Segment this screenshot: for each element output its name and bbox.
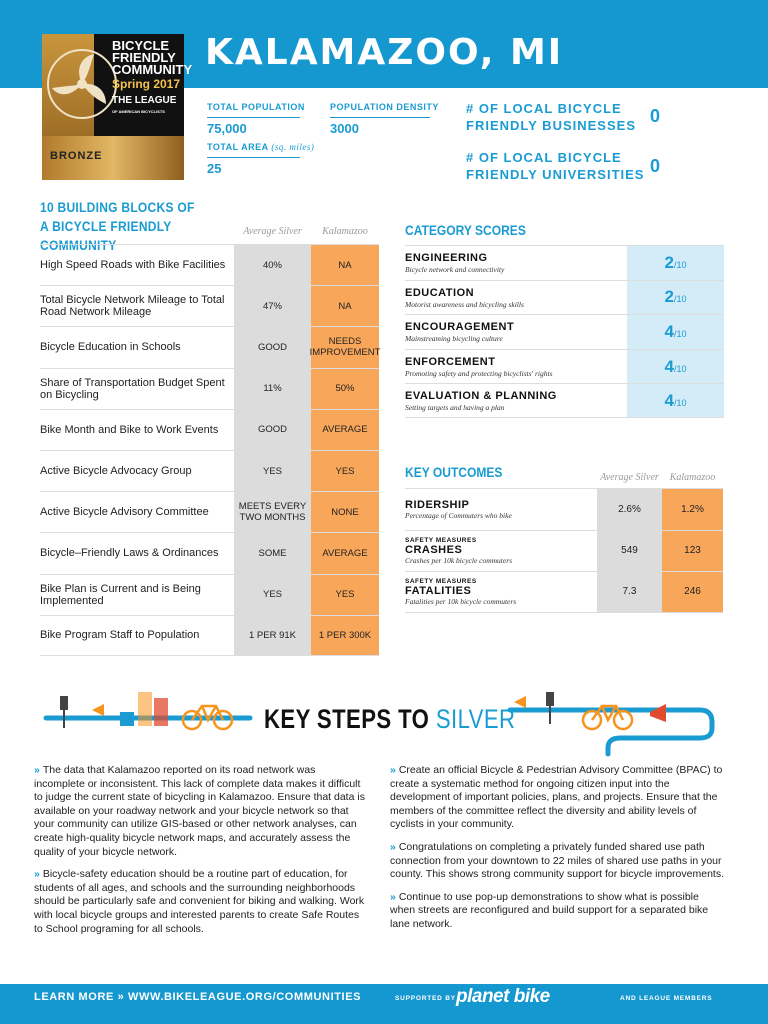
chevron-icon: » bbox=[390, 840, 396, 853]
footer-bar bbox=[0, 984, 768, 1024]
table-row bbox=[40, 615, 379, 656]
businesses-label: # OF LOCAL BICYCLE FRIENDLY BUSINESSES bbox=[466, 101, 636, 133]
page-title: KALAMAZOO, MI bbox=[205, 32, 564, 73]
table-row bbox=[405, 280, 724, 315]
category-description: Bicycle network and connectivity bbox=[405, 265, 505, 274]
row-label: Total Bicycle Network Mileage to Total Road Network Mileage bbox=[40, 294, 225, 319]
key-step-paragraph bbox=[390, 841, 725, 882]
kalamazoo-value: NA bbox=[311, 286, 379, 326]
row-label: Bicycle–Friendly Laws & Ordinances bbox=[40, 547, 219, 560]
category-text bbox=[405, 281, 627, 315]
key-steps-right-column bbox=[390, 764, 725, 941]
category-name: EDUCATION bbox=[405, 286, 475, 299]
key-outcomes-title: KEY OUTCOMES bbox=[405, 464, 503, 480]
arrow-sign-icon bbox=[92, 704, 104, 716]
density-value: 3000 bbox=[330, 121, 359, 136]
universities-label: # OF LOCAL BICYCLE FRIENDLY UNIVERSITIES bbox=[466, 150, 645, 182]
score-max: /10 bbox=[673, 328, 687, 339]
average-silver-value: 7.3 bbox=[597, 572, 662, 612]
score-value: 4 bbox=[664, 356, 674, 376]
divider bbox=[207, 117, 300, 118]
score-max: /10 bbox=[673, 294, 687, 305]
category-description: Setting targets and having a plan bbox=[405, 403, 505, 413]
badge-level: BRONZE bbox=[50, 150, 103, 162]
chevron-icon: » bbox=[34, 764, 40, 776]
badge-text: BICYCLE FRIENDLY COMMUNITY Spring 2017 THE LEAGUE OF AMERICAN BICYCLISTS bbox=[112, 38, 193, 114]
score-value: 4 bbox=[664, 321, 674, 341]
outcome-description: Percentage of Commuters who bike bbox=[405, 510, 512, 520]
key-step-text: Congratulations on completing a privately funded shared use path connection from your downtown to 22 miles of shared use paths in your county. This shows strong community support for bicycle improvements. bbox=[390, 840, 724, 881]
table-row bbox=[40, 574, 379, 615]
row-label: Share of Transportation Budget Spent on Bicycling bbox=[40, 376, 225, 401]
key-step-text: Continue to use pop-up demonstrations to show what is possible when streets are reconfigured and build support for a separated bike lane network. bbox=[390, 890, 709, 930]
bicycle-wheel-icon bbox=[44, 46, 120, 122]
outcome-category: SAFETY MEASURES bbox=[405, 577, 477, 585]
average-silver-value: 2.6% bbox=[597, 489, 662, 530]
column-header-average: Average Silver bbox=[600, 472, 659, 483]
row-label: Active Bicycle Advisory Committee bbox=[40, 506, 209, 519]
category-scores-title: CATEGORY SCORES bbox=[405, 222, 526, 238]
category-score bbox=[627, 315, 724, 349]
universities-value: 0 bbox=[650, 156, 661, 176]
score-max: /10 bbox=[673, 259, 687, 270]
outcome-name: RIDERSHIP bbox=[405, 498, 470, 511]
category-description: Promoting safety and protecting bicyclists' rights bbox=[405, 368, 553, 378]
megaphone-icon bbox=[650, 704, 666, 722]
category-description: Mainstreaming bicycling culture bbox=[405, 334, 503, 344]
table-row bbox=[40, 491, 379, 532]
row-label: Bicycle Education in Schools bbox=[40, 341, 181, 354]
average-silver-value: YES bbox=[234, 575, 311, 615]
area-value: 25 bbox=[207, 161, 222, 176]
category-description: Motorist awareness and bicycling skills bbox=[405, 299, 524, 309]
category-name: ENCOURAGEMENT bbox=[405, 321, 515, 334]
category-score bbox=[627, 246, 724, 280]
category-text bbox=[405, 350, 627, 384]
kalamazoo-value: 50% bbox=[311, 369, 379, 409]
category-name: ENFORCEMENT bbox=[405, 355, 496, 368]
building-icons bbox=[120, 692, 168, 726]
population-value: 75,000 bbox=[207, 121, 247, 136]
kalamazoo-value: AVERAGE bbox=[311, 533, 379, 573]
category-text bbox=[405, 246, 627, 280]
key-step-paragraph bbox=[34, 868, 369, 936]
table-row bbox=[405, 488, 723, 530]
kalamazoo-value: NA bbox=[311, 245, 379, 285]
average-silver-value: 549 bbox=[597, 531, 662, 572]
average-silver-value: 40% bbox=[234, 245, 311, 285]
category-score bbox=[627, 384, 724, 417]
outcome-description: Fatalities per 10k bicycle commuters bbox=[405, 596, 517, 606]
kalamazoo-value: AVERAGE bbox=[311, 410, 379, 450]
table-row bbox=[40, 244, 379, 285]
chevron-icon: » bbox=[34, 868, 40, 881]
kalamazoo-value: NEEDS IMPROVEMENT bbox=[311, 327, 379, 367]
divider bbox=[207, 157, 300, 158]
outcome-name: CRASHES bbox=[405, 543, 463, 556]
table-row bbox=[405, 349, 724, 384]
kalamazoo-value: YES bbox=[311, 575, 379, 615]
column-header-kalamazoo: Kalamazoo bbox=[322, 226, 368, 237]
density-label: POPULATION DENSITY bbox=[330, 102, 439, 112]
key-step-text: Bicycle-safety education should be a routine part of education, for students of all ages, and schools and the surrounding neighborhoods should be particularly safe and convenient for biking and walking. Work with local bicycle groups and interested parents to create Safe Routes to School programing for all schools. bbox=[34, 868, 365, 935]
row-label: Active Bicycle Advocacy Group bbox=[40, 465, 192, 478]
key-step-paragraph bbox=[390, 891, 725, 932]
key-steps-title: KEY STEPS TO SILVER bbox=[264, 704, 516, 734]
category-text bbox=[405, 384, 627, 417]
key-step-text: The data that Kalamazoo reported on its road network was incomplete or inconsistent. This lack of complete data makes it difficult to judge the current state of bicycling in Kalamazoo. Ensure that data is available on your roadway network and your bicycle network so that your community can utilize GIS-based or other network analyses, can create high-quality bicycle network maps, and accurately assess the quality of your bicycle network. bbox=[34, 764, 365, 858]
building-blocks-title: 10 BUILDING BLOCKS OF A BICYCLE FRIENDLY COMMUNITY bbox=[40, 199, 195, 253]
table-row bbox=[405, 383, 724, 418]
table-row bbox=[405, 314, 724, 349]
divider bbox=[330, 117, 430, 118]
table-row bbox=[40, 326, 379, 367]
population-label: TOTAL POPULATION bbox=[207, 102, 305, 112]
category-scores-table bbox=[405, 245, 724, 418]
category-name: EVALUATION & PLANNING bbox=[405, 390, 557, 403]
key-outcomes-table bbox=[405, 488, 723, 613]
chevron-icon: » bbox=[390, 890, 396, 903]
key-steps-left-column bbox=[34, 764, 369, 945]
column-header-kalamazoo: Kalamazoo bbox=[669, 472, 716, 483]
planet-bike-logo: planet bike bbox=[456, 986, 550, 1007]
category-score bbox=[627, 281, 724, 315]
column-header-average: Average Silver bbox=[243, 226, 302, 237]
row-label: Bike Program Staff to Population bbox=[40, 629, 200, 642]
category-name: ENGINEERING bbox=[405, 252, 488, 264]
score-max: /10 bbox=[673, 363, 687, 374]
badge-level-ribbon bbox=[42, 136, 184, 180]
chevron-icon: » bbox=[390, 764, 396, 776]
row-label: High Speed Roads with Bike Facilities bbox=[40, 259, 226, 272]
key-step-paragraph bbox=[390, 764, 725, 832]
average-silver-value: SOME bbox=[234, 533, 311, 573]
learn-more-link[interactable]: LEARN MORE » WWW.BIKELEAGUE.ORG/COMMUNITIES bbox=[34, 991, 362, 1003]
bfc-badge bbox=[42, 34, 193, 180]
area-label: TOTAL AREA (sq. miles) bbox=[207, 142, 315, 152]
table-row bbox=[405, 530, 723, 572]
table-row bbox=[40, 285, 379, 326]
league-members-label: AND LEAGUE MEMBERS bbox=[620, 995, 713, 1002]
outcome-description: Crashes per 10k bicycle commuters bbox=[405, 555, 513, 565]
average-silver-value: GOOD bbox=[234, 327, 311, 367]
kalamazoo-value: 246 bbox=[662, 572, 723, 612]
kalamazoo-value: 123 bbox=[662, 531, 723, 572]
score-value: 4 bbox=[664, 390, 674, 410]
kalamazoo-value: 1 PER 300K bbox=[311, 616, 379, 655]
kalamazoo-value: YES bbox=[311, 451, 379, 491]
average-silver-value: GOOD bbox=[234, 410, 311, 450]
businesses-value: 0 bbox=[650, 106, 661, 126]
table-row bbox=[40, 368, 379, 409]
average-silver-value: 11% bbox=[234, 369, 311, 409]
building-blocks-table bbox=[40, 244, 379, 656]
kalamazoo-value: NONE bbox=[311, 492, 379, 532]
category-text bbox=[405, 315, 627, 349]
table-row bbox=[405, 571, 723, 613]
average-silver-value: 1 PER 91K bbox=[234, 616, 311, 655]
table-row bbox=[405, 245, 724, 280]
supported-by-label: SUPPORTED BY bbox=[395, 995, 456, 1002]
average-silver-value: MEETS EVERY TWO MONTHS bbox=[234, 492, 311, 532]
traffic-signal-icon bbox=[60, 696, 68, 728]
outcome-text bbox=[405, 572, 597, 612]
outcome-text bbox=[405, 489, 597, 530]
outcome-text bbox=[405, 531, 597, 572]
score-value: 2 bbox=[664, 287, 674, 307]
key-step-paragraph bbox=[34, 764, 369, 859]
row-label: Bike Plan is Current and is Being Implemented bbox=[40, 582, 201, 607]
table-row bbox=[40, 450, 379, 491]
outcome-category: SAFETY MEASURES bbox=[405, 536, 477, 544]
table-row bbox=[40, 532, 379, 573]
category-score bbox=[627, 350, 724, 384]
arrow-sign-icon bbox=[514, 696, 526, 708]
average-silver-value: 47% bbox=[234, 286, 311, 326]
table-row bbox=[40, 409, 379, 450]
kalamazoo-value: 1.2% bbox=[662, 489, 723, 530]
outcome-name: FATALITIES bbox=[405, 584, 472, 597]
score-max: /10 bbox=[673, 397, 687, 408]
key-step-text: Create an official Bicycle & Pedestrian Advisory Committee (BPAC) to create a systematic method for ongoing citizen input into the development of important policies, plans, and projects. Ensure that the members of the committee reflect the diversity and ability levels of cyclists in your community. bbox=[390, 764, 723, 831]
average-silver-value: YES bbox=[234, 451, 311, 491]
score-value: 2 bbox=[664, 252, 674, 272]
row-label: Bike Month and Bike to Work Events bbox=[40, 423, 219, 436]
